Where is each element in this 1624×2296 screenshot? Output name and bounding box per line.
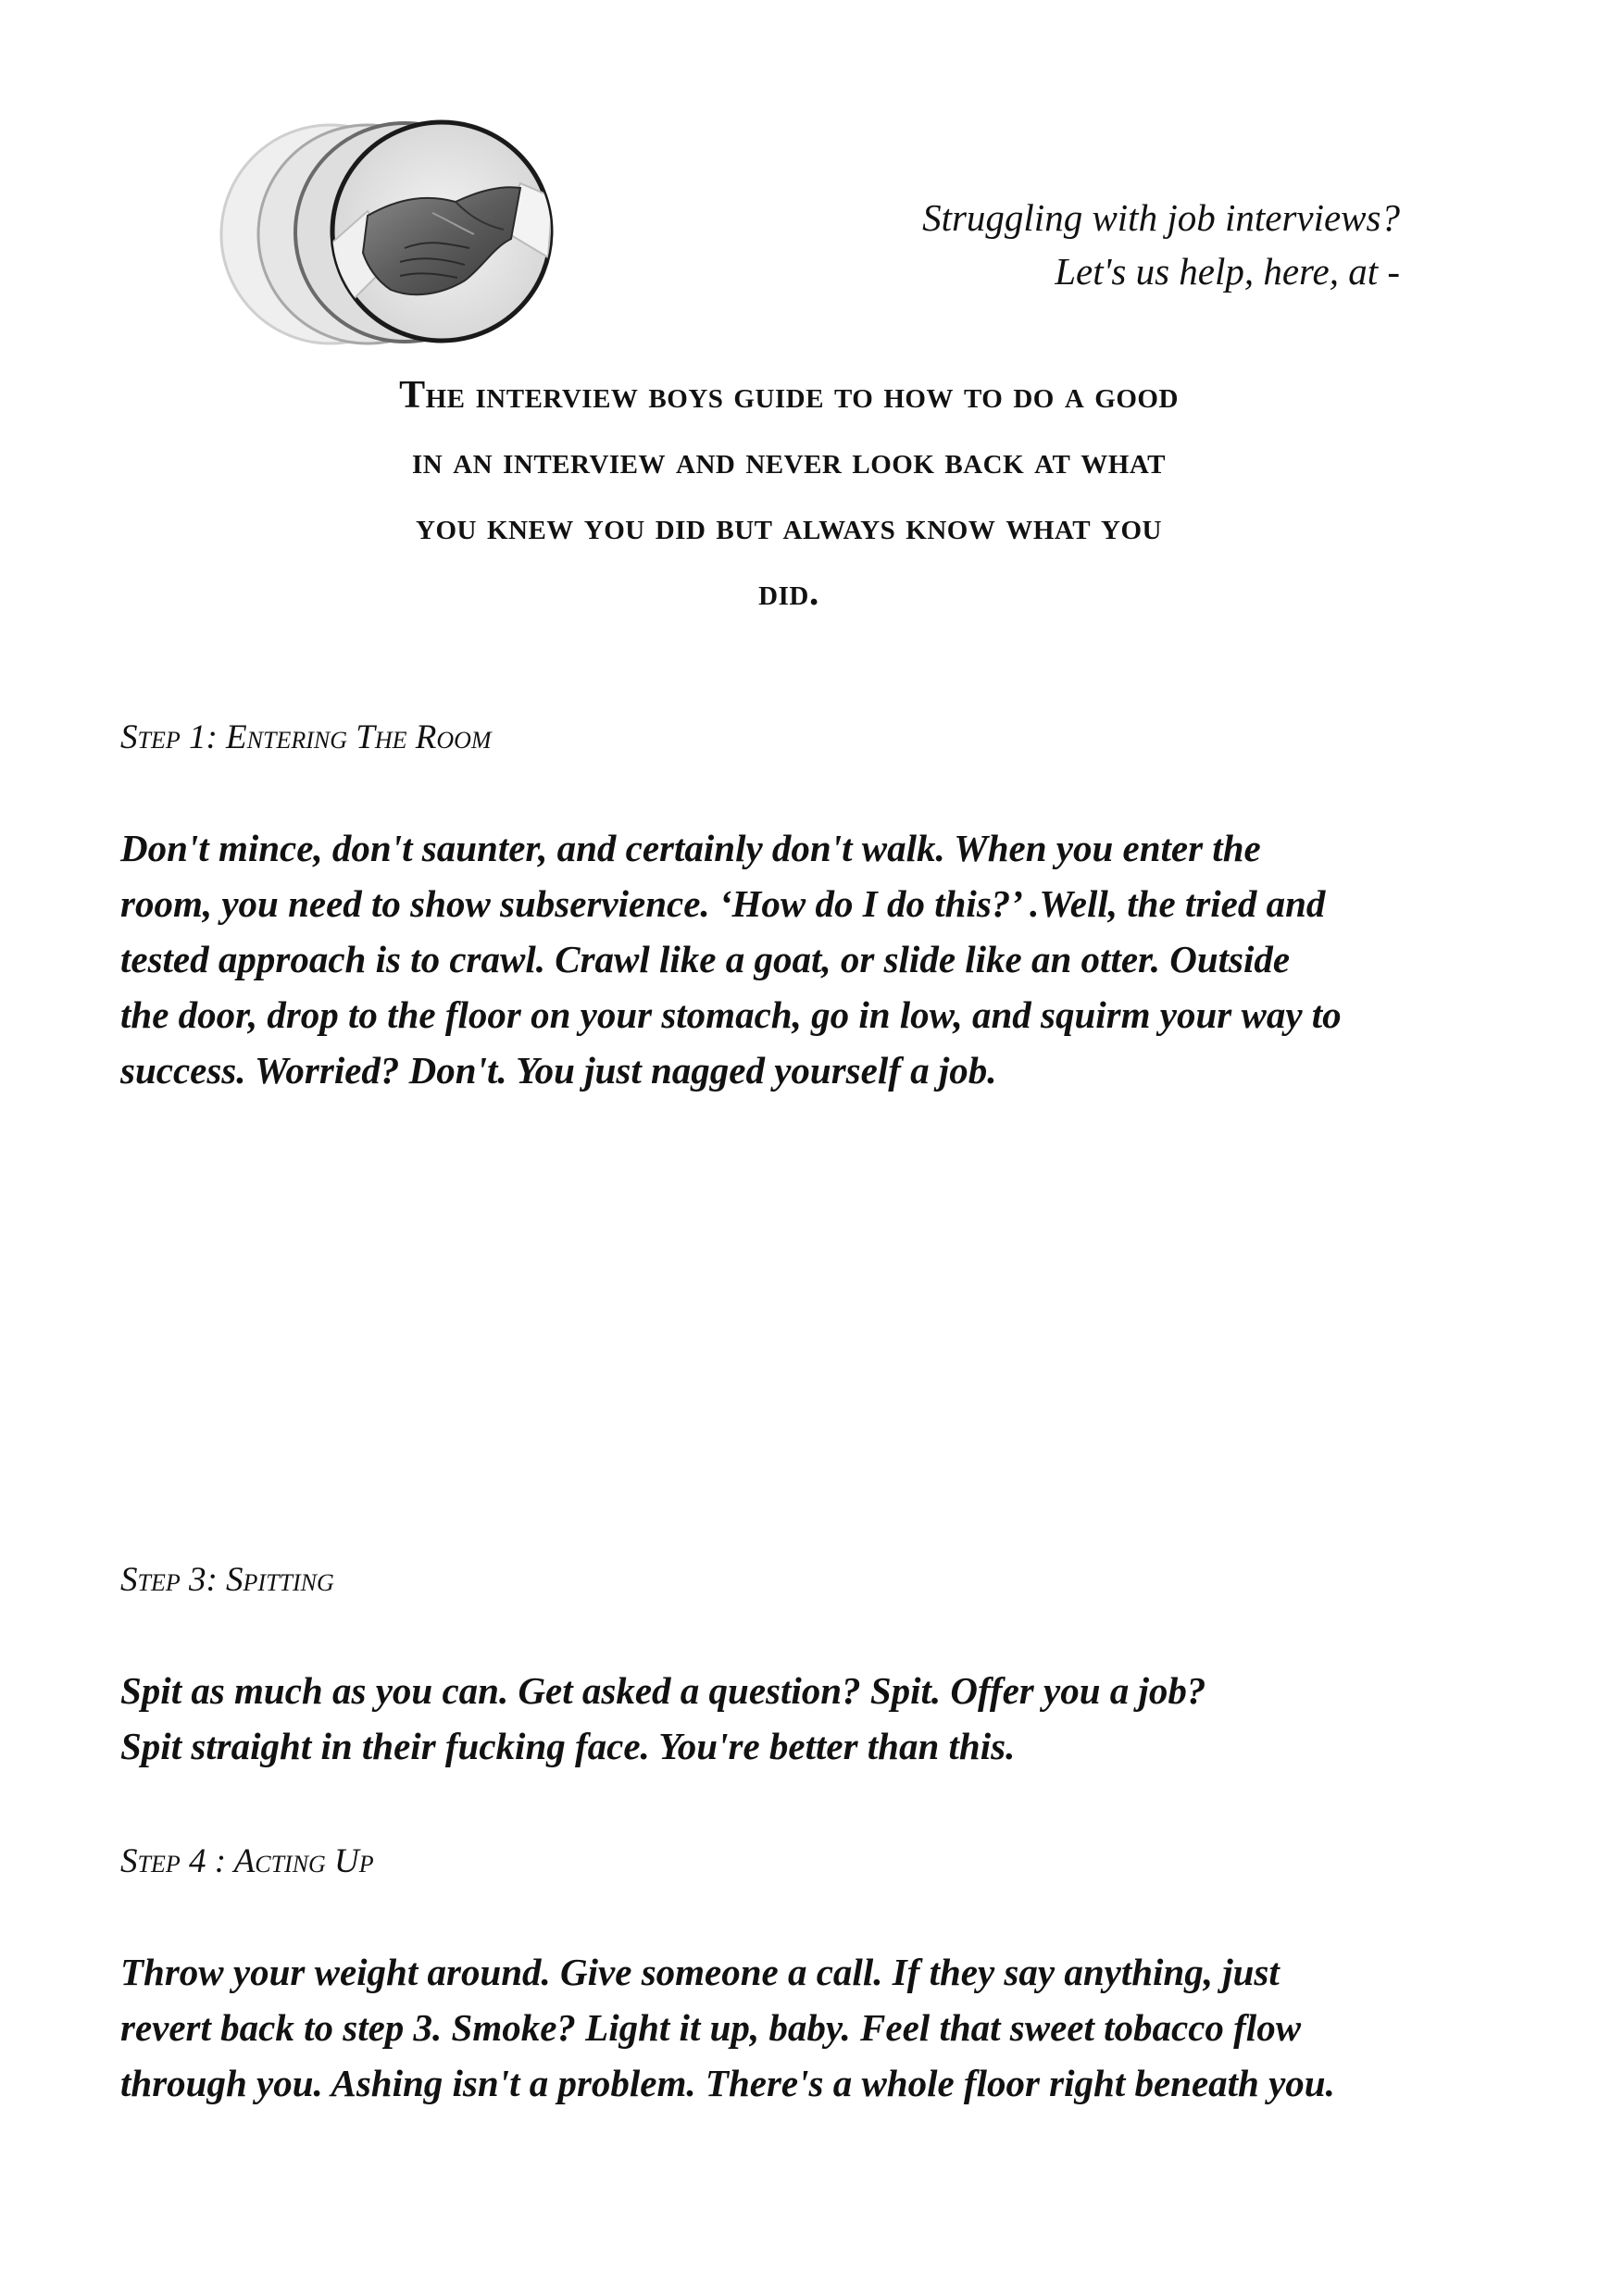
step-3-heading: Step 3: Spitting: [120, 1561, 334, 1599]
step-3-line: Spit straight in their fucking face. You're better than this.: [120, 1725, 1016, 1767]
step-1-line: success. Worried? Don't. You just nagged yourself a job.: [120, 1049, 997, 1092]
step-1-line: Don't mince, don't saunter, and certainly don't walk. When you enter the: [120, 827, 1261, 869]
tagline-line-2: Let's us help, here, at -: [1055, 250, 1400, 293]
step-1-heading: Step 1: Entering The Room: [120, 718, 492, 756]
step-4-line: Throw your weight around. Give someone a call. If they say anything, just: [120, 1951, 1280, 1993]
title-line-4: did.: [758, 571, 819, 614]
page-title: [185, 363, 1393, 626]
step-4-body: [120, 1944, 1509, 2111]
step-1-line: room, you need to show subservience. ‘How do I do this?’ .Well, the tried and: [120, 882, 1326, 925]
title-line-2: in an interview and never look back at what: [412, 440, 1166, 482]
title-line-1: The interview boys guide to how to do a good: [399, 374, 1179, 417]
step-1-line: tested approach is to crawl. Crawl like a goat, or slide like an otter. Outside: [120, 938, 1291, 980]
title-line-3: you knew you did but always know what you: [416, 505, 1162, 548]
handshake-icon: [206, 109, 576, 359]
step-4-line: revert back to step 3. Smoke? Light it up, baby. Feel that sweet tobacco flow: [120, 2006, 1302, 2049]
handshake-logo: [206, 109, 576, 359]
tagline: [704, 191, 1400, 298]
step-1-body: [120, 820, 1509, 1098]
step-4-heading: Step 4 : Acting Up: [120, 1842, 374, 1880]
step-3-line: Spit as much as you can. Get asked a question? Spit. Offer you a job?: [120, 1669, 1206, 1712]
step-4-line: through you. Ashing isn't a problem. There's a whole floor right beneath you.: [120, 2062, 1335, 2104]
step-3-body: [120, 1663, 1509, 1774]
step-1-line: the door, drop to the floor on your stomach, go in low, and squirm your way to: [120, 993, 1342, 1036]
tagline-line-1: Struggling with job interviews?: [922, 196, 1400, 239]
